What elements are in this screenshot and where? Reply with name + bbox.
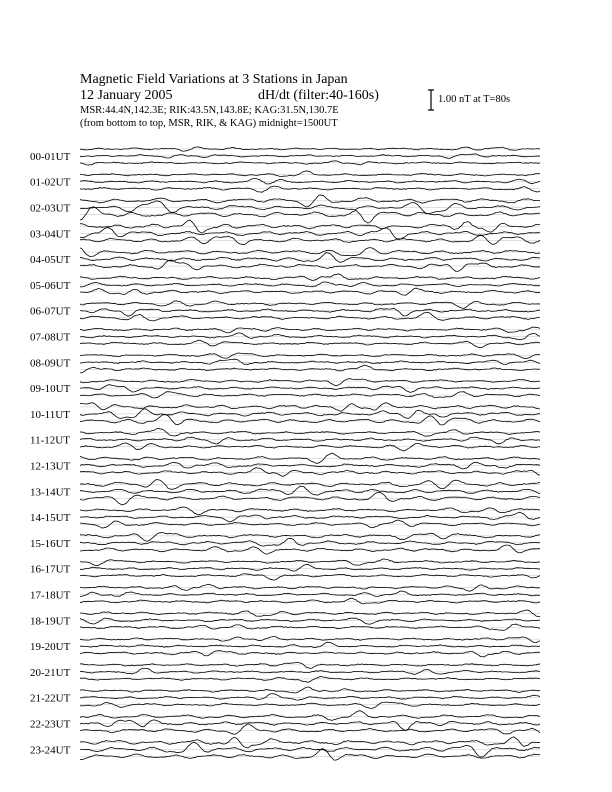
hour-label-15-16UT: 15-16UT [30, 537, 71, 550]
trace-RIK-09-10UT [80, 385, 540, 393]
trace-MSR-04-05UT [80, 260, 540, 271]
trace-KAG-08-09UT [80, 353, 540, 359]
trace-MSR-15-16UT [80, 545, 540, 554]
trace-KAG-06-07UT [80, 301, 540, 308]
chart-quantity: dH/dt (filter:40-160s) [258, 88, 379, 103]
hour-label-07-08UT: 07-08UT [30, 331, 71, 344]
trace-KAG-20-21UT [80, 662, 540, 668]
hour-label-23-24UT: 23-24UT [30, 744, 71, 757]
trace-RIK-18-19UT [80, 618, 540, 624]
hour-label-03-04UT: 03-04UT [30, 228, 71, 241]
trace-RIK-08-09UT [80, 359, 540, 364]
trace-RIK-05-06UT [80, 282, 540, 287]
trace-RIK-13-14UT [80, 486, 540, 495]
trace-RIK-23-24UT [80, 742, 540, 757]
scale-bar-label: 1.00 nT at T=80s [438, 94, 511, 105]
trace-KAG-12-13UT [80, 453, 540, 463]
hour-label-04-05UT: 04-05UT [30, 254, 71, 267]
trace-RIK-06-07UT [80, 308, 540, 316]
hour-label-02-03UT: 02-03UT [30, 202, 71, 215]
trace-RIK-22-23UT [80, 720, 540, 731]
trace-RIK-11-12UT [80, 437, 540, 444]
trace-KAG-09-10UT [80, 379, 540, 386]
hour-label-18-19UT: 18-19UT [30, 615, 71, 628]
trace-RIK-16-17UT [80, 564, 540, 571]
hour-label-06-07UT: 06-07UT [30, 305, 71, 318]
trace-KAG-15-16UT [80, 533, 540, 542]
trace-RIK-15-16UT [80, 538, 540, 546]
trace-MSR-09-10UT [80, 392, 540, 398]
trace-RIK-04-05UT [80, 253, 540, 263]
trace-KAG-19-20UT [80, 636, 540, 642]
trace-RIK-21-22UT [80, 694, 540, 701]
trace-RIK-02-03UT [80, 201, 540, 214]
trace-RIK-20-21UT [80, 669, 540, 675]
hour-label-22-23UT: 22-23UT [30, 718, 71, 731]
trace-MSR-23-24UT [80, 749, 540, 761]
trace-MSR-16-17UT [80, 574, 540, 580]
trace-KAG-21-22UT [80, 687, 540, 693]
trace-RIK-19-20UT [80, 642, 540, 647]
trace-MSR-10-11UT [80, 415, 540, 425]
trace-RIK-07-08UT [80, 333, 540, 340]
trace-KAG-22-23UT [80, 711, 540, 721]
trace-RIK-17-18UT [80, 591, 540, 597]
hour-label-00-01UT: 00-01UT [30, 150, 71, 163]
trace-KAG-05-06UT [80, 274, 540, 281]
stations-info: MSR:44.4N,142.3E; RIK:43.5N,143.8E; KAG:31.5N,130.7E [80, 105, 339, 116]
chart-title: Magnetic Field Variations at 3 Stations in Japan [80, 72, 348, 87]
hour-label-16-17UT: 16-17UT [30, 563, 71, 576]
trace-MSR-20-21UT [80, 677, 540, 683]
station-order-info: (from bottom to top, MSR, RIK, & KAG) midnight=1500UT [80, 118, 338, 129]
hour-label-19-20UT: 19-20UT [30, 641, 71, 654]
hour-label-21-22UT: 21-22UT [30, 692, 71, 705]
trace-MSR-02-03UT [80, 207, 540, 223]
trace-MSR-21-22UT [80, 702, 540, 708]
trace-MSR-08-09UT [80, 365, 540, 373]
trace-RIK-01-02UT [80, 179, 540, 184]
hour-label-20-21UT: 20-21UT [30, 666, 71, 679]
chart-date: 12 January 2005 [80, 88, 173, 103]
trace-KAG-16-17UT [80, 559, 540, 566]
trace-MSR-03-04UT [80, 236, 540, 245]
trace-KAG-07-08UT [80, 327, 540, 333]
trace-MSR-13-14UT [80, 492, 540, 505]
trace-RIK-00-01UT [80, 154, 540, 159]
trace-RIK-03-04UT [80, 228, 540, 240]
trace-MSR-19-20UT [80, 651, 540, 657]
trace-KAG-17-18UT [80, 584, 540, 591]
trace-RIK-10-11UT [80, 409, 540, 419]
trace-KAG-11-12UT [80, 428, 540, 436]
hour-label-09-10UT: 09-10UT [30, 383, 71, 396]
hour-label-08-09UT: 08-09UT [30, 357, 71, 370]
hour-label-01-02UT: 01-02UT [30, 176, 71, 189]
trace-MSR-01-02UT [80, 186, 540, 192]
hour-label-05-06UT: 05-06UT [30, 279, 71, 292]
trace-MSR-12-13UT [80, 468, 540, 477]
trace-KAG-03-04UT [80, 220, 540, 233]
hour-label-11-12UT: 11-12UT [30, 434, 70, 447]
hour-label-13-14UT: 13-14UT [30, 486, 71, 499]
trace-MSR-14-15UT [80, 520, 540, 528]
trace-MSR-06-07UT [80, 312, 540, 321]
trace-MSR-07-08UT [80, 340, 540, 347]
trace-MSR-17-18UT [80, 598, 540, 604]
trace-KAG-14-15UT [80, 507, 540, 515]
trace-KAG-13-14UT [80, 480, 540, 490]
hour-label-12-13UT: 12-13UT [30, 460, 71, 473]
trace-MSR-11-12UT [80, 443, 540, 451]
hour-label-14-15UT: 14-15UT [30, 512, 71, 525]
trace-KAG-01-02UT [80, 171, 540, 177]
trace-MSR-22-23UT [80, 724, 540, 735]
trace-MSR-05-06UT [80, 288, 540, 295]
hour-label-17-18UT: 17-18UT [30, 589, 71, 602]
hour-label-10-11UT: 10-11UT [30, 408, 70, 421]
trace-KAG-02-03UT [80, 195, 540, 207]
